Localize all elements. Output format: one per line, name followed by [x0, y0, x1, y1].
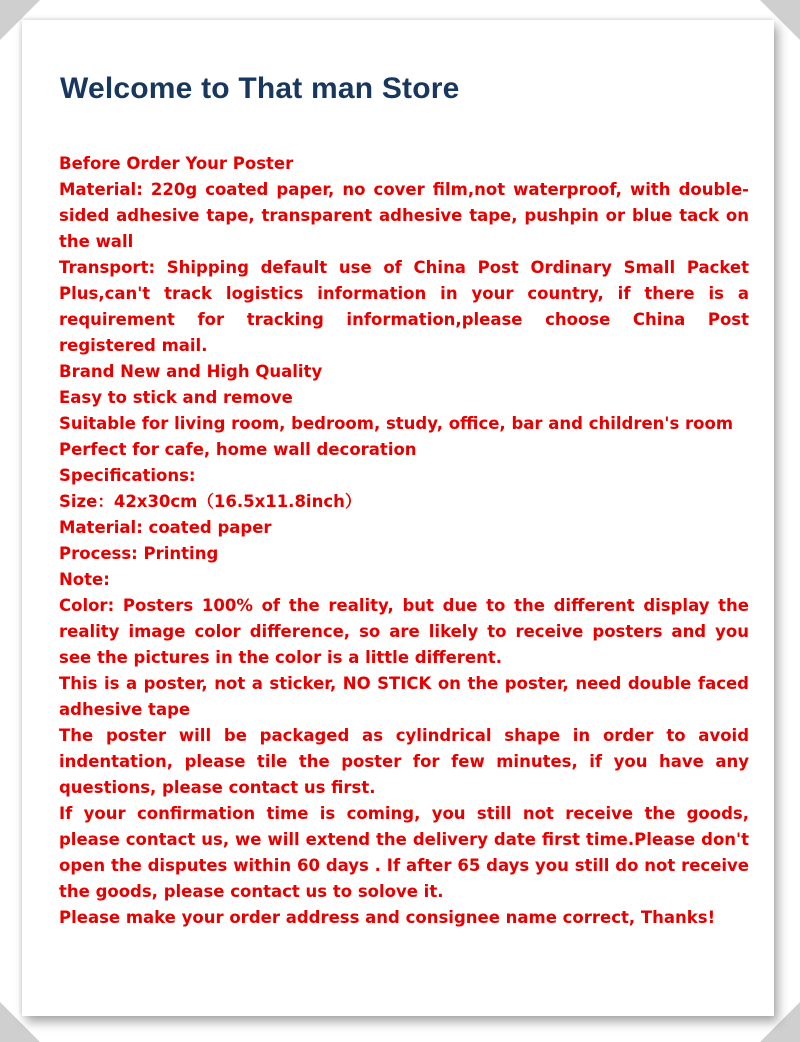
packaging-note: The poster will be packaged as cylindrical shape in order to avoid indentation, please tile the poster for few minutes, if you have any questions, please contact us first.: [59, 726, 749, 797]
product-description: [59, 151, 749, 931]
address-note: Please make your order address and consignee name correct, Thanks!: [59, 908, 716, 927]
perfect-for-line: Perfect for cafe, home wall decoration: [59, 440, 417, 459]
before-order-heading: Before Order Your Poster: [59, 154, 294, 173]
specifications-heading: Specifications:: [59, 466, 196, 485]
store-title: Welcome to That man Store: [60, 72, 460, 105]
quality-line: Brand New and High Quality: [59, 362, 323, 381]
process-spec: Process: Printing: [59, 544, 219, 563]
material-details: Material: 220g coated paper, no cover film,not waterproof, with double-sided adhesive tape, transparent adhesive tape, pushpin or blue tack on the wall: [59, 180, 749, 251]
material-spec: Material: coated paper: [59, 518, 272, 537]
transport-info: Transport: Shipping default use of China Post Ordinary Small Packet Plus,can't track logistics information in your country, if there is a requirement for tracking information,please choose China Post registered mail.: [59, 258, 749, 355]
not-sticker-note: This is a poster, not a sticker, NO STICK on the poster, need double faced adhesive tape: [59, 674, 749, 719]
suitable-rooms-line: Suitable for living room, bedroom, study, office, bar and children's room: [59, 414, 734, 433]
color-note: Color: Posters 100% of the reality, but due to the different display the reality image color difference, so are likely to receive posters and you see the pictures in the color is a little different.: [59, 596, 749, 667]
easy-stick-line: Easy to stick and remove: [59, 388, 293, 407]
paper-sheet: [22, 20, 774, 1016]
size-spec: Size：42x30cm（16.5x11.8inch）: [59, 492, 362, 511]
delivery-note: If your confirmation time is coming, you still not receive the goods, please contact us, we will extend the delivery date first time.Please don't open the disputes within 60 days . If after 65 days you still do not receive the goods, please contact us to solove it.: [59, 804, 749, 901]
note-heading: Note:: [59, 570, 110, 589]
